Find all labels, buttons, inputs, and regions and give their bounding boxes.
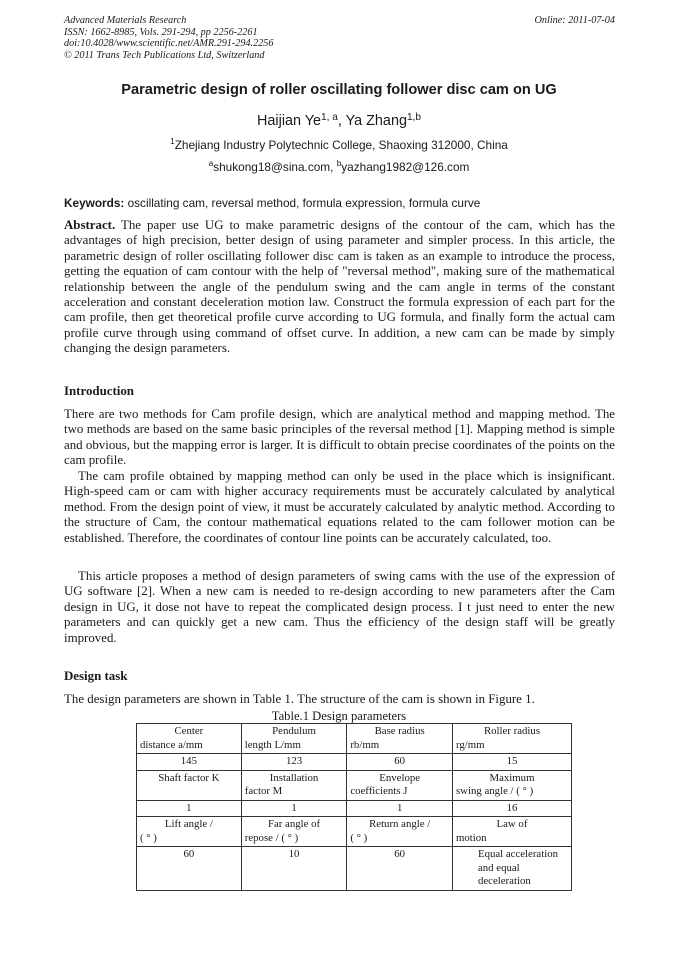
cell-value: 16 — [506, 801, 518, 814]
keywords-text: oscillating cam, reversal method, formula expression, formula curve — [124, 196, 481, 210]
cell-value: 10 — [288, 848, 300, 860]
cell-line-1: Installation — [269, 771, 319, 784]
cell-value: 15 — [506, 755, 518, 767]
table-row — [137, 724, 572, 754]
cell-line-2: swing angle / ( ° ) — [455, 785, 534, 797]
table-cell — [347, 847, 453, 891]
issn-line: ISSN: 1662-8985, Vols. 291-294, pp 2256-2261 — [64, 26, 258, 38]
author-2-sup: 1,b — [406, 112, 421, 123]
cell-value: 145 — [180, 755, 197, 767]
cell-value: 60 — [394, 755, 406, 767]
table-cell — [452, 724, 571, 754]
cell-line-1: Roller radius — [483, 725, 541, 737]
table-cell — [347, 817, 453, 847]
email-b: yazhang1982@126.com — [341, 160, 470, 174]
cell-line-2: distance a/mm — [140, 738, 203, 751]
email-a: shukong18@sina.com, — [213, 160, 337, 174]
cell-value: 1 — [396, 801, 403, 814]
design-task-heading: Design task — [64, 669, 128, 683]
design-parameters-table — [136, 723, 572, 891]
table-cell — [241, 817, 347, 847]
introduction-paragraph-1: There are two methods for Cam profile design, which are analytical method and mapping method. The two methods are based on the same basic principles of the reversal method [1]. Mapping method is simple and obvious, but the mapping error is larger. It is difficult to obtain precise coordinates of the points on the cam profile. — [64, 407, 615, 468]
introduction-paragraph-2: The cam profile obtained by mapping method can only be used in the place which is insignificant. High-speed cam or cam with higher accuracy requirements must be accurately calculated by analytical method. From the design point of view, it must be accurately calculated by analytic method. According to the structure of Cam, the contour mathematical equations related to the cam follower motion can be established. Therefore, the coordinates of contour line points can be accurately calculated, too. — [64, 469, 615, 545]
table-cell — [452, 770, 571, 800]
author-separator: , — [337, 113, 346, 129]
table-cell — [347, 770, 453, 800]
table-cell — [241, 770, 347, 800]
introduction-paragraph-3: This article proposes a method of design parameters of swing cams with the use of the expression of UG software [2]. When a new cam is needed to re-design according to new parameters after the Cam design in UG, it dose not have to repeat the complicated design process. I t just need to enter the new parameters and can quickly get a new cam. Thus the efficiency of the design staff will be greatly improved. — [64, 569, 615, 645]
abstract — [64, 218, 615, 357]
journal-header — [64, 15, 615, 61]
online-date: Online: 2011-07-04 — [534, 15, 615, 26]
table-row — [137, 847, 572, 891]
table-cell — [241, 724, 347, 754]
cell-line-1: Base radius — [374, 725, 425, 737]
table-caption: Table.1 Design parameters — [271, 709, 407, 723]
affiliation — [0, 138, 678, 152]
table-cell — [137, 817, 242, 847]
cell-line-1: Lift angle / — [164, 818, 213, 830]
cell-line-2: coefficients J — [350, 785, 408, 797]
table-row — [137, 817, 572, 847]
abstract-text: The paper use UG to make parametric designs of the contour of the cam, which has the advantages of high precision, better design of using parameter and simpler process. In this article, the parametric design of roller oscillating follower disc cam is taken as an example to introduce the process, getting the equation of cam contour with the help of "reversal method", making sure of the mathematical relationship between the angle of the pendulum swing and the cam angle in terms of the constant acceleration and constant deceleration motion law. Construct the formula expression of each part for the cam profile, then get theoretical profile curve according to UG formula, and finally form the actual cam profile curve through using command of offset curve. In addition, a new cam can be made by simply changing the design parameters. — [64, 218, 615, 356]
cell-line-1: Center — [174, 725, 204, 737]
table-cell — [137, 754, 242, 771]
author-1-sup: 1, a — [321, 112, 338, 123]
cell-line-1: Law of — [496, 818, 528, 830]
keywords-label: Keywords: — [64, 196, 125, 210]
table-cell — [137, 724, 242, 754]
table-cell — [452, 800, 571, 817]
email-a-sup: a — [208, 159, 214, 168]
table-cell — [452, 817, 571, 847]
design-task-paragraph: The design parameters are shown in Table 1. The structure of the cam is shown in Figure 1. — [64, 692, 535, 706]
cell-line-1: Pendulum — [272, 725, 316, 737]
introduction-heading: Introduction — [64, 384, 134, 398]
email-b-sup: b — [336, 159, 342, 168]
table-cell — [347, 754, 453, 771]
table-row — [137, 800, 572, 817]
cell-value: 60 — [183, 848, 195, 860]
copyright-line: © 2011 Trans Tech Publications Ltd, Switzerland — [64, 49, 265, 61]
cell-line-2: rb/mm — [350, 738, 380, 751]
author-2: Ya Zhang — [345, 113, 407, 129]
email-line — [0, 160, 678, 174]
cell-line-2: length L/mm — [244, 738, 301, 751]
table-cell — [137, 770, 242, 800]
cell-line-1: Shaft factor K — [158, 771, 220, 784]
cell-line-1: Return angle / — [369, 818, 431, 830]
affiliation-sup: 1 — [170, 137, 175, 146]
table-cell — [241, 754, 347, 771]
paper-title: Parametric design of roller oscillating follower disc cam on UG — [121, 82, 557, 98]
cell-value: 60 — [394, 848, 406, 860]
keywords — [64, 196, 615, 210]
table-cell — [347, 724, 453, 754]
table-cell — [347, 800, 453, 817]
cell-value: Equal acceleration and equal deceleration — [477, 848, 559, 887]
table-cell — [241, 847, 347, 891]
abstract-label: Abstract. — [64, 218, 116, 232]
cell-line-2: factor M — [244, 785, 283, 797]
table-cell — [452, 847, 571, 891]
cell-line-2: ( ° ) — [140, 831, 157, 844]
cell-line-2: ( ° ) — [350, 831, 368, 844]
table-cell — [241, 800, 347, 817]
table-cell — [137, 800, 242, 817]
doi-line: doi:10.4028/www.scientific.net/AMR.291-294.2256 — [64, 38, 274, 50]
cell-line-1: Far angle of — [267, 818, 321, 830]
journal-name: Advanced Materials Research — [64, 15, 187, 26]
affiliation-text: Zhejiang Industry Polytechnic College, Shaoxing 312000, China — [174, 138, 508, 152]
cell-line-2: rg/mm — [455, 738, 485, 751]
table-row — [137, 770, 572, 800]
author-line — [0, 113, 678, 129]
table-cell — [452, 754, 571, 771]
cell-line-2: motion — [455, 831, 487, 844]
cell-line-2: repose / ( ° ) — [244, 831, 299, 844]
cell-value: 1 — [186, 801, 192, 814]
table-row — [137, 754, 572, 771]
cell-value: 123 — [285, 755, 303, 767]
cell-line-1: Envelope — [379, 771, 421, 784]
table-cell — [137, 847, 242, 891]
cell-line-1: Maximum — [489, 771, 535, 784]
author-1: Haijian Ye — [257, 113, 322, 129]
cell-value: 1 — [291, 801, 297, 814]
